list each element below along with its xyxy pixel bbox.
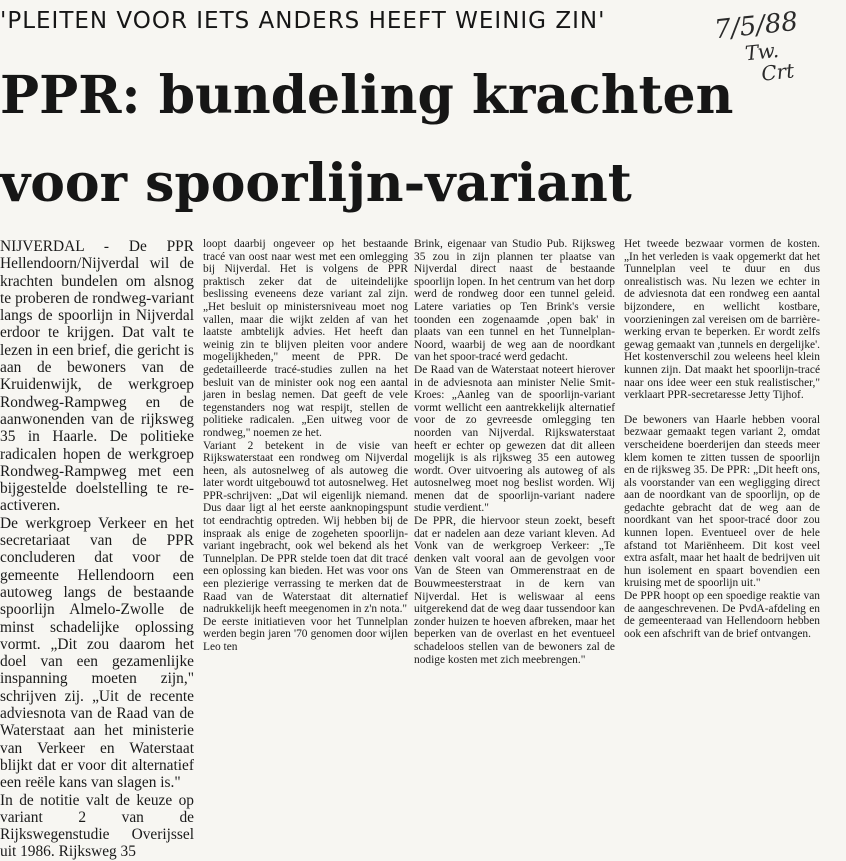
paragraph: Het tweede bezwaar vormen de kosten. „In het verleden is vaak opgemerkt dat het Tunnelplan veel te duur en dus onrealistisch was. Nu lezen we echter in de adviesnota dat een rondweg een aantal bijzondere, en wellicht kostbare, voorzieningen zal vereisen om de barrière-werking ervan te beperken. Er wordt zelfs gewag gemaakt van ,tunnels en dergelijke'. Het kostenverschil zou weleens heel klein kunnen zijn. Dat maakt het spoorlijn-tracé naar ons idee weer een stuk realistischer," verklaart PPR-secretaresse Jetty Tijhof.: [624, 238, 820, 402]
paragraph: De bewoners van Haarle hebben vooral bezwaar gemaakt tegen variant 2, omdat verscheidene boerderijen dan steeds meer klem komen te zitten tussen de spoorlijn en de rijksweg 35. De PPR: „Dit heeft ons, als voorstander van een wegligging direct aan de noordkant van de spoorlijn, op de gedachte gebracht dat de weg aan de noordkant van het spoor-tracé door zou kunnen lopen. Eventueel over de hele afstand tot Mariënheem. Dit kost veel extra asfalt, maar het haalt de bedrijven uit hun isolement en spaart bovendien een kruising met de spoorlijn uit.": [624, 413, 820, 590]
article-column-1: [0, 238, 194, 861]
paragraph: De eerste initiatieven voor het Tunnelplan werden begin jaren '70 genomen door wijlen Leo ten: [203, 615, 408, 653]
article-column-2: [203, 238, 408, 776]
handwritten-date: 7/5/88: [712, 6, 800, 46]
handwritten-source-line-1: Tw.: [743, 37, 780, 65]
headline-line-1: PPR: bundeling krachten: [0, 65, 734, 126]
paragraph: De PPR hoopt op een spoedige reaktie van de aangeschrevenen. De PvdA-afdeling en de gemeenteraad van Hellendoorn hebben ook een afschrift van de brief ontvangen.: [624, 590, 820, 640]
paragraph: De werkgroep Verkeer en het secretariaat van de PPR concluderen dat voor de gemeente Hellendoorn een autoweg langs de bestaande spoorlijn Almelo-Zwolle de minst schadelijke oplossing vormt. „Dit zou daarom het doel van een gezamenlijke inspanning moeten zijn," schrijven zij. „Uit de recente adviesnota van de Raad van de Waterstaat aan het ministerie van Verkeer en Waterstaat blijkt dat er voor dit alternatief een reële kans van slagen is.": [0, 514, 194, 792]
article-column-3: [414, 238, 615, 776]
paragraph-spacer: [624, 402, 820, 414]
paragraph: De PPR, die hiervoor steun zoekt, beseft dat er nadelen aan deze variant kleven. Ad Vonk van de werkgroep Verkeer: „Te denken valt vooral aan de gevolgen voor Van de Steen van Ommerenstraat en de Bouwmeesterstraat in de kern van Nijverdal. Het is weliswaar al eens uitgerekend dat de weg daar tussendoor kan zonder huizen te hoeven afbreken, maar het beperken van de overlast en het eventueel schadeloos stellen van de bewoners zal de nodige kosten met zich meebrengen.": [414, 515, 615, 666]
article-column-4: [624, 238, 820, 776]
headline-line-2: voor spoorlijn-variant: [0, 153, 632, 214]
paragraph: Variant 2 betekent in de visie van Rijkswaterstaat een rondweg om Nijverdal heen, als autosnelweg of als autoweg die later wordt uitgebouwd tot autosnelweg. Het PPR-schrijven: „Dat wil eigenlijk niemand. Dus daar ligt al het eerste aanknopingspunt tot eendrachtig optreden. Wij hebben bij de inspraak als enige de zogeheten spoorlijn-variant ingebracht, ook wel bekend als het Tunnelplan. De PPR stelde toen dat dit tracé een oplossing kan bieden. Het was voor ons een plezierige verrassing te merken dat de Raad van de Waterstaat dit alternatief nadrukkelijk heeft meegenomen in z'n nota.": [203, 439, 408, 616]
article-kicker: 'PLEITEN VOOR IETS ANDERS HEEFT WEINIG ZIN': [0, 8, 606, 34]
paragraph: loopt daarbij ongeveer op het bestaande tracé van oost naar west met een omlegging bij Nijverdal. Het is volgens de PPR praktisch zeker dat de uiteindelijke beslissing eveneens deze variant zal zijn. „Het besluit op ministersniveau moet nog vallen, maar die wijkt zelden af van het laatste ambtelijk advies. Het heeft dan weinig zin te blijven pleiten voor andere mogelijkheden," meent de PPR. De gedetailleerde tracé-studies zullen na het besluit van de minister ook nog een aantal jaren in beslag nemen. Dat geeft de vele tegenstanders nog wat respijt, stellen de politieke radicalen. „Een uitweg voor de rondweg," noemen ze het.: [203, 238, 408, 439]
headline: [0, 52, 846, 228]
handwritten-source-line-2: Crt: [760, 58, 796, 86]
paragraph: In de notitie valt de keuze op variant 2 van de Rijkswegenstudie Overijssel uit 1986. Rijksweg 35: [0, 791, 194, 861]
paragraph: NIJVERDAL - De PPR Hellendoorn/Nijverdal wil de krachten bundelen om alsnog te proberen de rondweg-variant langs de spoorlijn in Nijverdal erdoor te krijgen. Dat valt te lezen in een brief, die gericht is aan de bewoners van de Kruidenwijk, de werkgroep Rondweg-Rampweg en de aanwonenden van de rijksweg 35 in Haarle. De politieke radicalen hopen de werkgroep Rondweg-Rampweg met een bijgestelde doelstelling te re-activeren.: [0, 238, 194, 515]
paragraph: De Raad van de Waterstaat noteert hierover in de adviesnota aan minister Nelie Smit-Kroes: „Aanleg van de spoorlijn-variant vormt wellicht een aantrekkelijk alternatief voor de zo gevreesde omlegging ten noorden van Nijverdal. Rijkswaterstaat heeft er echter op gewezen dat dit alleen mogelijk is als rijksweg 35 een autoweg wordt. Over uitvoering als autoweg of als autosnelweg moet nog beslist worden. Wij menen dat de spoorlijn-variant nadere studie verdient.": [414, 363, 615, 515]
paragraph: Brink, eigenaar van Studio Pub. Rijksweg 35 zou in zijn plannen ter plaatse van Nijverdal direct naast de bestaande spoorlijn lopen. In het centrum van het dorp werd de rondweg door een tunnel geleid. Latere variaties op Ten Brink's versie toonden een zogenaamde ,open bak' in plaats van een tunnel en het Tunnelplan-Noord, waarbij de weg aan de noordkant van het spoor-tracé werd gedacht.: [414, 238, 615, 364]
